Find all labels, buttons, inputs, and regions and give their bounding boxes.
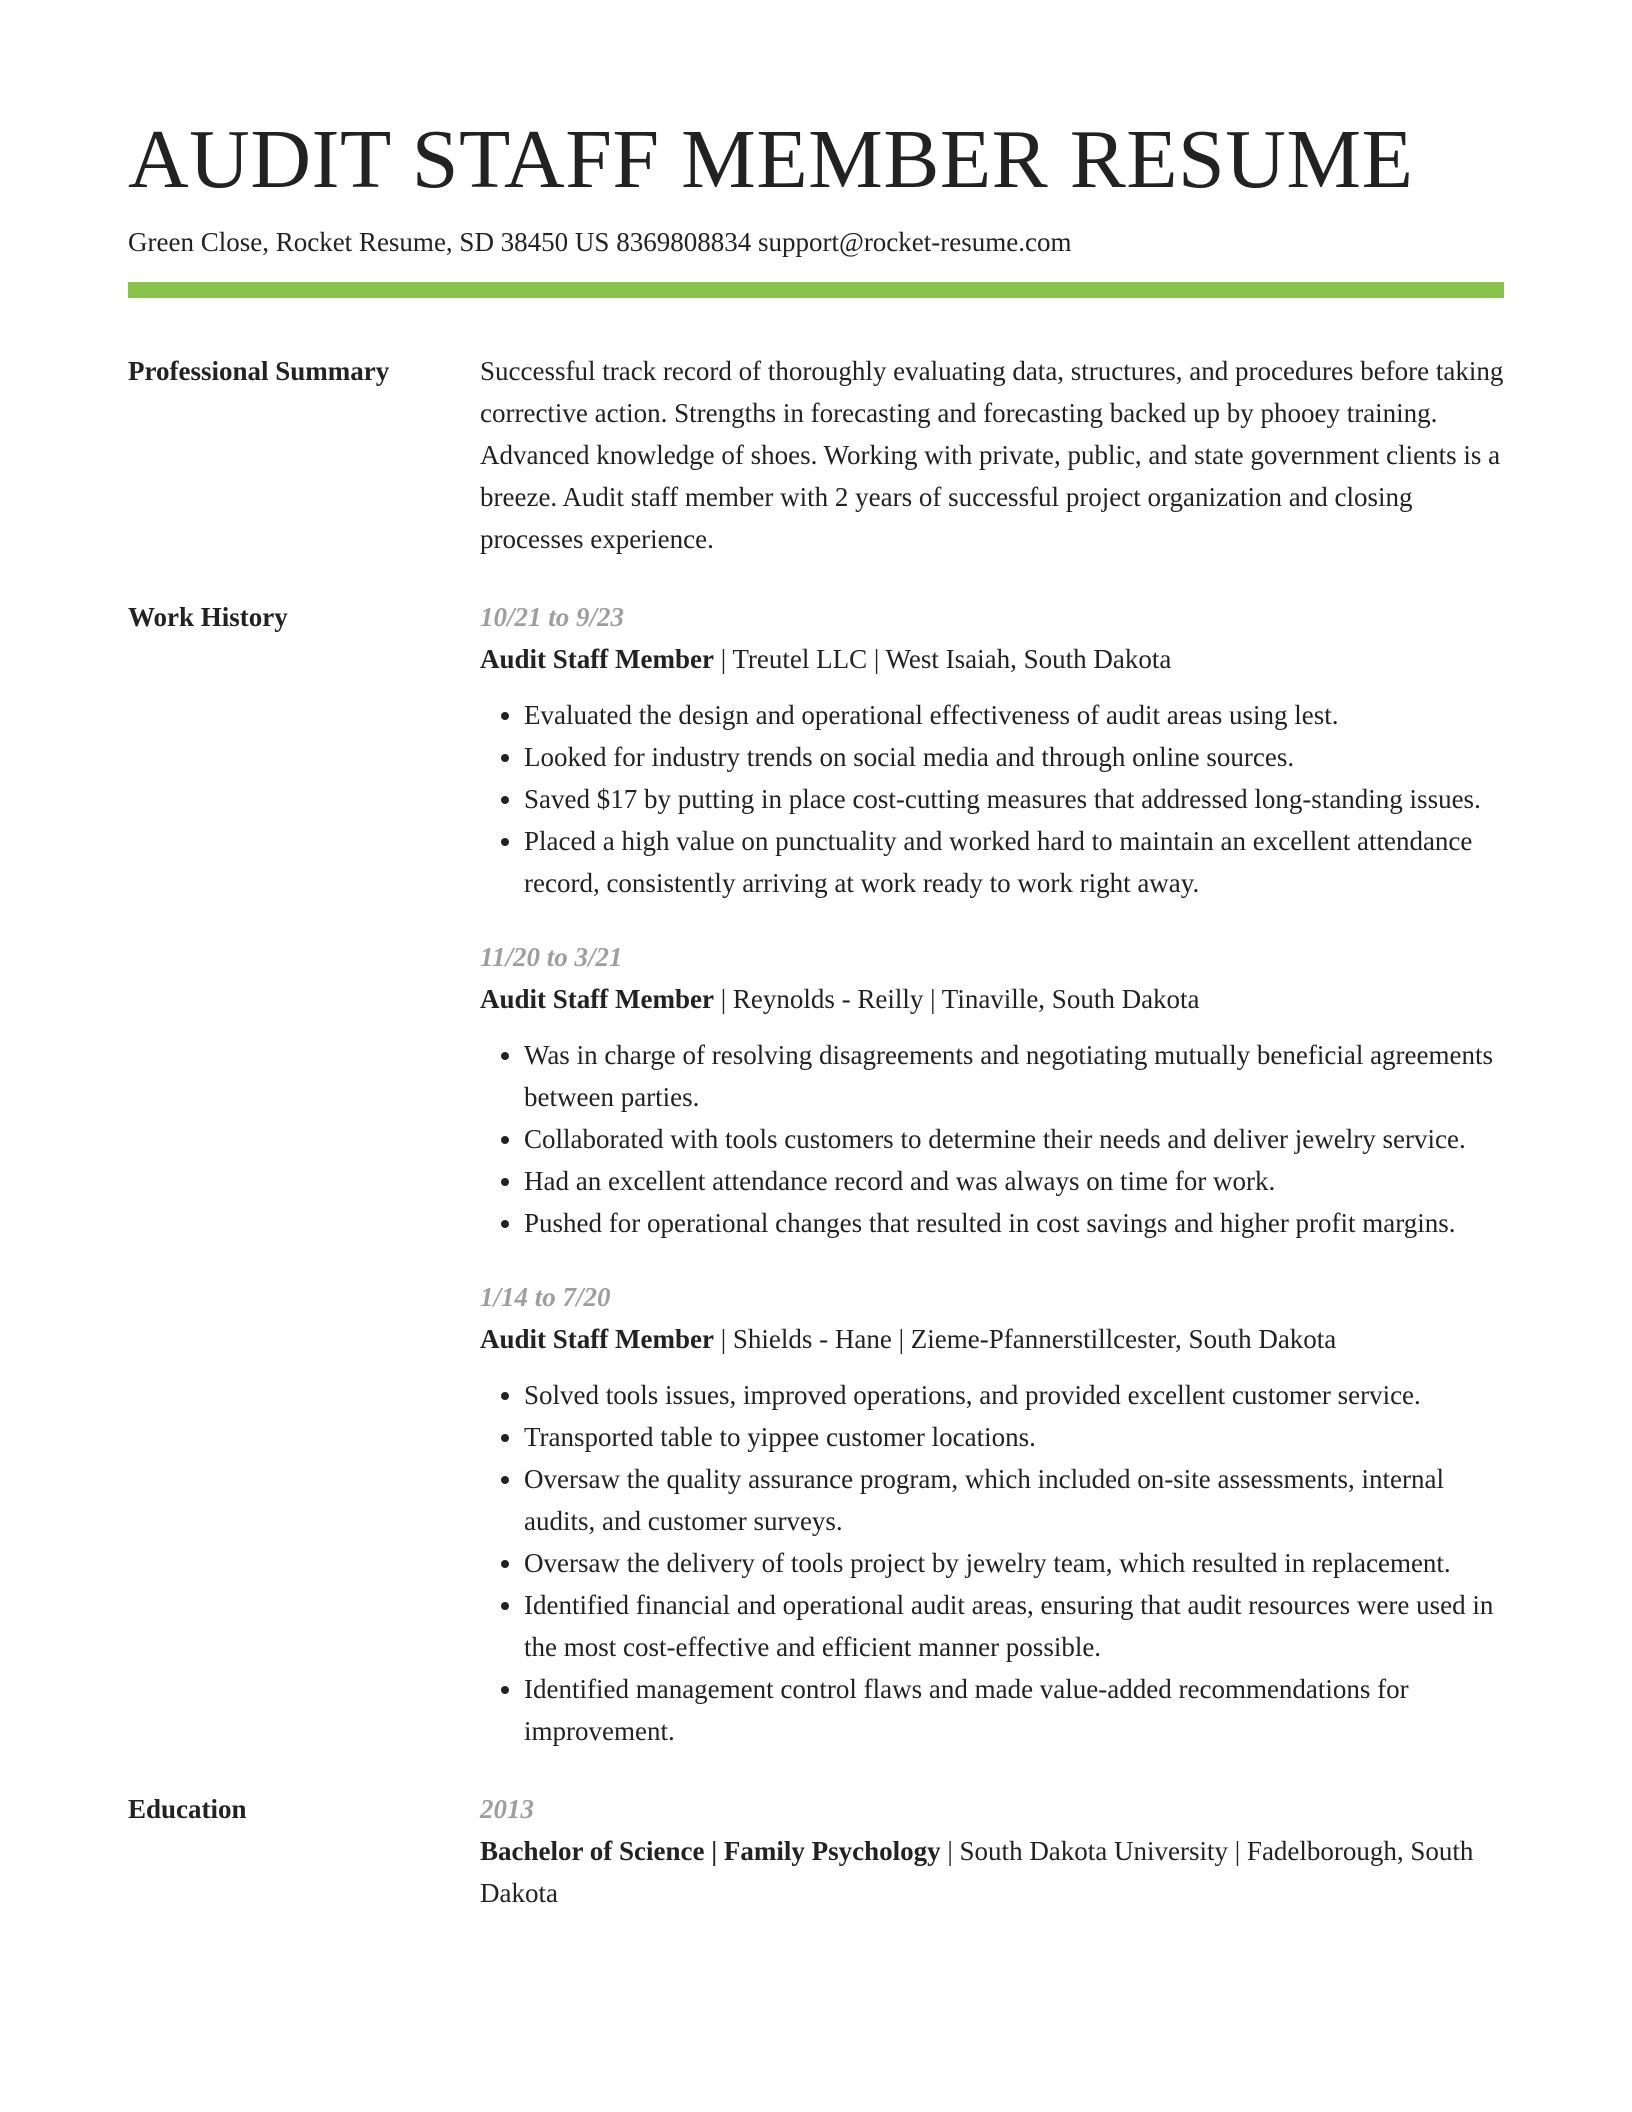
- job-bullet: • Evaluated the design and operational effectiveness of audit areas using lest.: [524, 694, 1504, 736]
- job-bullet: • Saved $17 by putting in place cost-cutting measures that addressed long-standing issues.: [524, 778, 1504, 820]
- job-bullet: • Looked for industry trends on social media and through online sources.: [524, 736, 1504, 778]
- summary-text: Successful track record of thoroughly evaluating data, structures, and procedures before taking corrective action. Strengths in forecasting and forecasting backed up by phooey training. Advanced knowledge of shoes. Working with private, public, and state government clients is a breeze. Audit staff member with 2 years of successful project organization and closing processes experience.: [480, 356, 1504, 555]
- job-bullet: • Pushed for operational changes that resulted in cost savings and higher profit margins.: [524, 1202, 1504, 1244]
- job-bullet: • Was in charge of resolving disagreements and negotiating mutually beneficial agreements between parties.: [524, 1034, 1504, 1118]
- education-year: 2013: [480, 1794, 534, 1825]
- job-title: Audit Staff Member: [480, 644, 714, 675]
- work-history-label: Work History: [128, 602, 288, 633]
- contact-info: Green Close, Rocket Resume, SD 38450 US 8369808834 support@rocket-resume.com: [128, 227, 1072, 257]
- job-bullet: • Solved tools issues, improved operations, and provided excellent customer service.: [524, 1374, 1504, 1416]
- summary-label: Professional Summary: [128, 356, 390, 387]
- job-list: [480, 596, 1504, 1752]
- job-bullet: • Identified financial and operational audit areas, ensuring that audit resources were used in the most cost-effective and efficient manner possible.: [524, 1584, 1504, 1668]
- job-bullet: • Identified management control flaws and made value-added recommendations for improvement.: [524, 1668, 1504, 1752]
- job-bullet: • Oversaw the quality assurance program, which included on-site assessments, internal audits, and customer surveys.: [524, 1458, 1504, 1542]
- job-dates: 11/20 to 3/21: [480, 942, 623, 973]
- job-role-line: [480, 978, 1504, 1020]
- job-role-line: [480, 1318, 1504, 1360]
- resume-title: AUDIT STAFF MEMBER RESUME: [128, 113, 1414, 206]
- summary-section: [128, 350, 1504, 560]
- job-entry: [480, 596, 1504, 904]
- job-role-line: [480, 638, 1504, 680]
- job-title: Audit Staff Member: [480, 984, 714, 1015]
- job-details: | Treutel LLC | West Isaiah, South Dakota: [713, 644, 1172, 675]
- job-bullet: • Placed a high value on punctuality and worked hard to maintain an excellent attendance record, consistently arriving at work ready to work right away.: [524, 820, 1504, 904]
- education-section: [128, 1788, 1504, 1914]
- job-bullet: • Transported table to yippee customer locations.: [524, 1416, 1504, 1458]
- job-entry: [480, 1276, 1504, 1752]
- job-dates: 10/21 to 9/23: [480, 602, 625, 633]
- header-divider: [128, 282, 1504, 298]
- job-bullets: [480, 1034, 1504, 1244]
- job-bullets: [480, 1374, 1504, 1752]
- education-line: [480, 1830, 1504, 1914]
- work-history-section: [128, 596, 1504, 1752]
- job-title: Audit Staff Member: [480, 1324, 714, 1355]
- education-details: | South Dakota University | Fadelborough, South Dakota: [480, 1836, 1474, 1909]
- job-details: | Reynolds - Reilly | Tinaville, South Dakota: [713, 984, 1200, 1015]
- job-details: | Shields - Hane | Zieme-Pfannerstillcester, South Dakota: [713, 1324, 1337, 1355]
- education-label: Education: [128, 1794, 247, 1825]
- job-bullet: • Collaborated with tools customers to determine their needs and deliver jewelry service.: [524, 1118, 1504, 1160]
- job-bullet: • Had an excellent attendance record and was always on time for work.: [524, 1160, 1504, 1202]
- job-bullet: • Oversaw the delivery of tools project by jewelry team, which resulted in replacement.: [524, 1542, 1504, 1584]
- education-degree: Bachelor of Science | Family Psychology: [480, 1836, 941, 1867]
- job-bullets: [480, 694, 1504, 904]
- job-entry: [480, 936, 1504, 1244]
- job-dates: 1/14 to 7/20: [480, 1282, 611, 1313]
